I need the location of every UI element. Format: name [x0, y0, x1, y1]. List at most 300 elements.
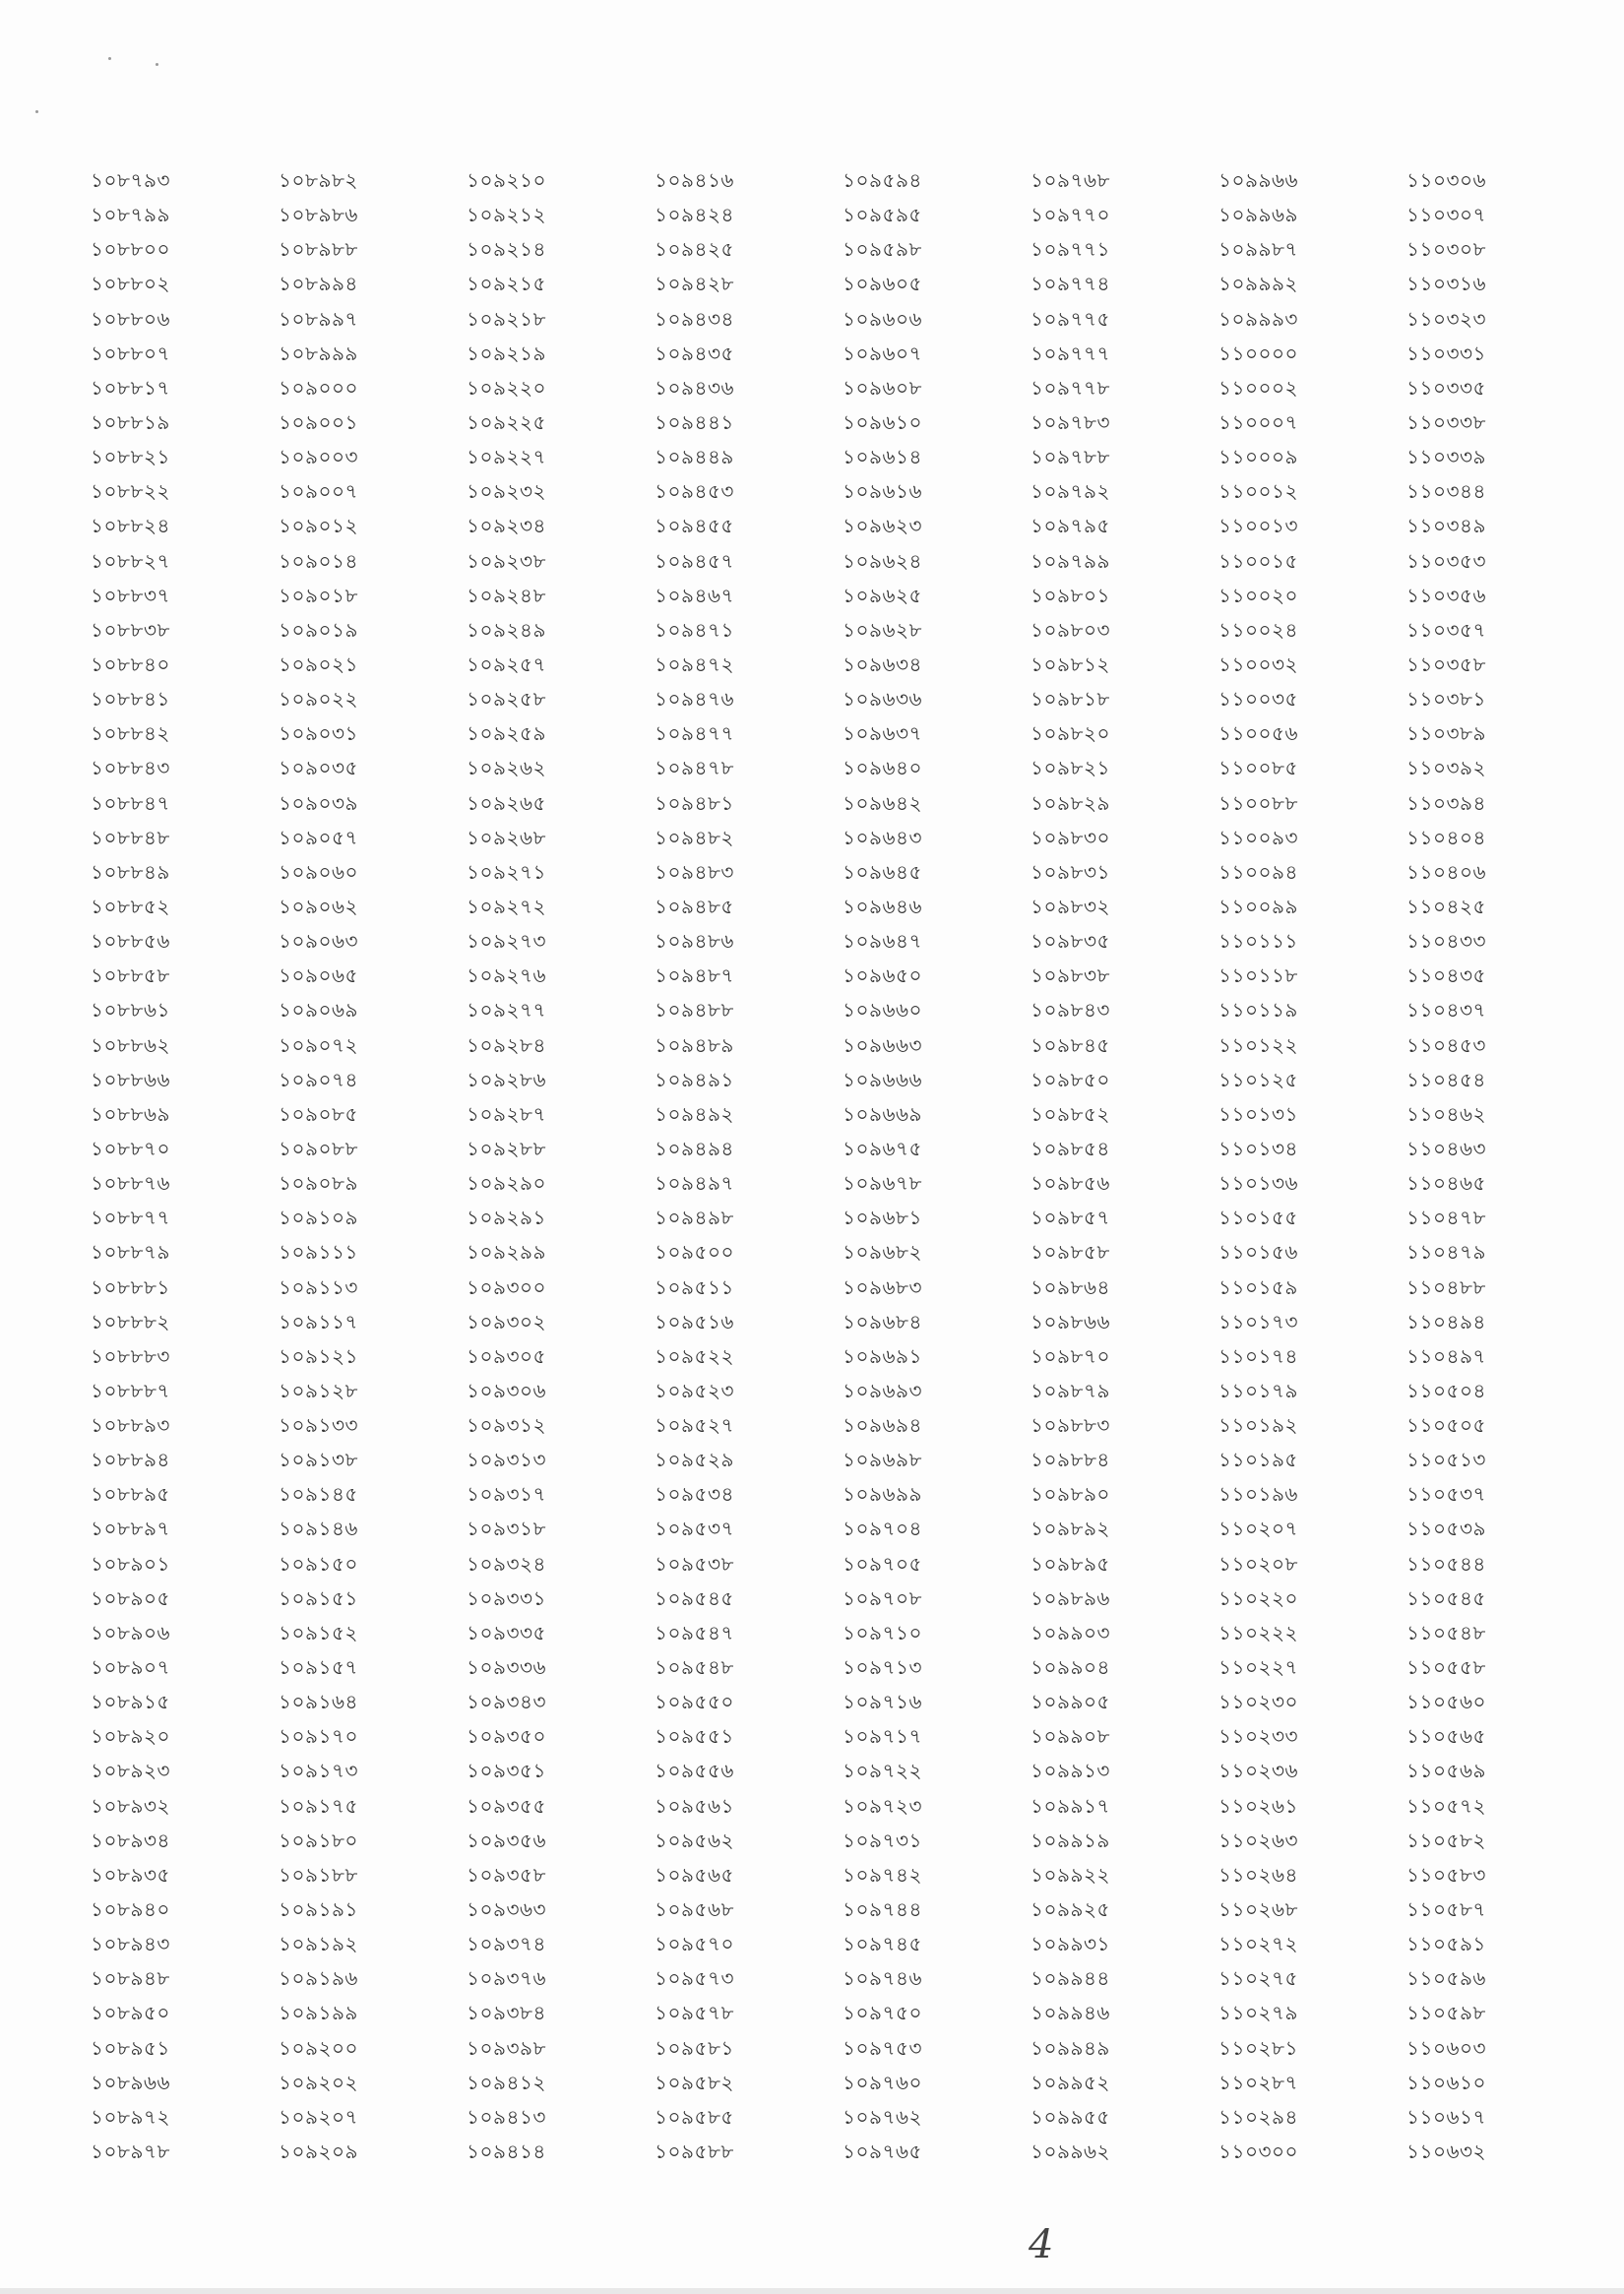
- roll-number: ১০৯৬৪২: [843, 790, 922, 815]
- roll-number: ১০৯৫৭৩: [655, 1966, 734, 1991]
- roll-number: ১১০০৩৫: [1218, 687, 1298, 712]
- roll-number: ১১০০৯৩: [1218, 825, 1298, 849]
- roll-number: ১০৯৪৯৪: [655, 1136, 734, 1160]
- roll-number: ১০৯৬৬৩: [843, 1032, 922, 1057]
- roll-number: ১১০১১১: [1218, 929, 1298, 954]
- roll-number: ১১০৪৬৩: [1406, 1136, 1486, 1160]
- roll-number: ১১০৩৩৯: [1406, 445, 1486, 469]
- roll-number: ১০৯৬০৬: [843, 306, 922, 331]
- roll-number: ১০৯৩৩১: [467, 1585, 546, 1610]
- roll-number: ১০৯০২১: [279, 651, 358, 676]
- roll-number: ১০৯০০৭: [279, 479, 358, 504]
- roll-number: ১১০২৮৭: [1218, 2070, 1298, 2094]
- number-column: [279, 163, 467, 2169]
- roll-number: ১০৯৮৮৪: [1031, 1448, 1110, 1472]
- roll-number: ১০৯৫২২: [655, 1343, 734, 1368]
- roll-number: ১০৯৭৬৫: [843, 2139, 922, 2164]
- roll-number: ১০৮৮১৯: [91, 409, 170, 434]
- roll-number: ১০৯৬৬৬: [843, 1067, 922, 1091]
- roll-number: ১০৮৮২৭: [91, 548, 170, 573]
- roll-number: ১০৮৮৯৭: [91, 1517, 170, 1541]
- roll-number: ১১০৪০৬: [1406, 859, 1486, 884]
- roll-number: ১০৯৪১৪: [467, 2139, 546, 2164]
- roll-number: ১০৯৪৩৪: [655, 306, 734, 331]
- roll-number: ১১০৫৪৮: [1406, 1620, 1486, 1644]
- roll-number: ১০৯৭৭০: [1031, 203, 1110, 227]
- roll-number: ১০৯৮৫০: [1031, 1067, 1110, 1091]
- roll-number: ১০৯৫৮১: [655, 2035, 734, 2060]
- roll-number: ১০৯৮৭৯: [1031, 1378, 1110, 1402]
- roll-number: ১১০২৩৩: [1218, 1724, 1298, 1749]
- roll-number: ১১০৫৫৮: [1406, 1655, 1486, 1680]
- roll-number: ১১০২৮১: [1218, 2035, 1298, 2060]
- roll-number: ১১০৩৫৩: [1406, 548, 1486, 573]
- roll-number: ১০৯০৬২: [279, 894, 358, 918]
- roll-number: ১১০২৬৮: [1218, 1897, 1298, 1922]
- roll-number: ১১০৩৮১: [1406, 687, 1486, 712]
- roll-number: ১১০৪৯৭: [1406, 1343, 1486, 1368]
- roll-number: ১০৮৯৪৩: [91, 1932, 170, 1956]
- roll-number: ১০৯৬৮১: [843, 1206, 922, 1230]
- roll-number: ১১০৫৭২: [1406, 1793, 1486, 1818]
- roll-number: ১০৯৫৩৮: [655, 1551, 734, 1576]
- roll-number: ১০৮৮০২: [91, 272, 170, 296]
- roll-number: ১০৯৯০৩: [1031, 1620, 1110, 1644]
- roll-number: ১০৯৭৬০: [843, 2070, 922, 2094]
- roll-number: ১০৯০৬০: [279, 859, 358, 884]
- roll-number: ১০৯৪৫৩: [655, 479, 734, 504]
- roll-number: ১১০৬১০: [1406, 2070, 1486, 2094]
- roll-number: ১০৯৭৪৪: [843, 1897, 922, 1922]
- roll-number: ১০৯৭৪৬: [843, 1966, 922, 1991]
- roll-number: ১০৯৪১৬: [655, 168, 734, 192]
- roll-number: ১১০৪০৪: [1406, 825, 1486, 849]
- number-column: [1218, 163, 1406, 2169]
- roll-number: ১০৯৩৯৮: [467, 2035, 546, 2060]
- roll-number: ১০৯২০৭: [279, 2104, 358, 2129]
- smudge-mark: [108, 57, 111, 60]
- roll-number: ১০৯২১০: [467, 168, 546, 192]
- roll-number: ১০৯৪৯১: [655, 1067, 734, 1091]
- roll-number: ১১০৫৩৭: [1406, 1482, 1486, 1507]
- scan-edge: [0, 2288, 1624, 2294]
- roll-number: ১০৯৪৪৯: [655, 445, 734, 469]
- roll-number: ১০৮৮৭৯: [91, 1240, 170, 1265]
- roll-number: ১০৯৫৩৭: [655, 1517, 734, 1541]
- roll-number: ১০৯০৩৯: [279, 790, 358, 815]
- roll-number: ১১০৩০৬: [1406, 168, 1486, 192]
- roll-number: ১১০০০৭: [1218, 409, 1298, 434]
- roll-number: ১১০৫৮২: [1406, 1828, 1486, 1852]
- roll-number: ১০৮৯০৬: [91, 1620, 170, 1644]
- roll-number: ১০৯৪৮৭: [655, 963, 734, 988]
- roll-number: ১০৯২৯০: [467, 1171, 546, 1196]
- roll-number: ১১০৩৯৪: [1406, 790, 1486, 815]
- roll-number: ১০৯৫৭৮: [655, 2001, 734, 2025]
- roll-number: ১১০০২৪: [1218, 617, 1298, 642]
- roll-number: ১১০৪৩৫: [1406, 963, 1486, 988]
- roll-number: ১০৮৯০৭: [91, 1655, 170, 1680]
- roll-number: ১০৮৮৭০: [91, 1136, 170, 1160]
- roll-number: ১০৯১৪৫: [279, 1482, 358, 1507]
- roll-number: ১০৯০০১: [279, 409, 358, 434]
- roll-number: ১০৯৬৯৪: [843, 1413, 922, 1438]
- roll-number: ১০৯২৫৯: [467, 721, 546, 746]
- roll-number: ১০৯৮৫৮: [1031, 1240, 1110, 1265]
- roll-number: ১০৯৯১৯: [1031, 1828, 1110, 1852]
- roll-number: ১০৯৩৬৩: [467, 1897, 546, 1922]
- roll-number: ১০৯৩০২: [467, 1309, 546, 1333]
- roll-number: ১০৯৫২৯: [655, 1448, 734, 1472]
- roll-number: ১০৯৫৩৪: [655, 1482, 734, 1507]
- roll-number: ১০৯২১২: [467, 203, 546, 227]
- roll-number: ১০৯৪৯২: [655, 1101, 734, 1126]
- roll-number: ১১০৩০০: [1218, 2139, 1298, 2164]
- roll-number: ১০৯৬২৫: [843, 583, 922, 607]
- roll-number: ১০৯৬৯৮: [843, 1448, 922, 1472]
- roll-number: ১০৯৬৭৫: [843, 1136, 922, 1160]
- roll-number: ১১০০৮৫: [1218, 756, 1298, 780]
- roll-number: ১০৯৮২৯: [1031, 790, 1110, 815]
- roll-number: ১০৯৭০৮: [843, 1585, 922, 1610]
- number-column: [1406, 163, 1594, 2169]
- roll-number: ১০৯৩০৬: [467, 1378, 546, 1402]
- roll-number: ১১০৩৯২: [1406, 756, 1486, 780]
- roll-number: ১০৯১১১: [279, 1240, 358, 1265]
- roll-number: ১০৮৮৯৩: [91, 1413, 170, 1438]
- roll-number: ১০৯০১২: [279, 514, 358, 538]
- roll-number: ১০৮৯৩২: [91, 1793, 170, 1818]
- roll-number: ১০৮৮৪১: [91, 687, 170, 712]
- roll-number: ১০৯৩০৫: [467, 1343, 546, 1368]
- roll-number: ১০৮৮৬২: [91, 1032, 170, 1057]
- roll-number: ১০৯৪৯৮: [655, 1206, 734, 1230]
- roll-number: ১০৯৯১৩: [1031, 1759, 1110, 1783]
- roll-number: ১০৯৯৬৬: [1218, 168, 1298, 192]
- roll-number: ১০৮৯৫১: [91, 2035, 170, 2060]
- roll-number: ১০৯৬৪৬: [843, 894, 922, 918]
- roll-number: ১০৯১৬৪: [279, 1690, 358, 1714]
- smudge-mark: [156, 63, 158, 66]
- roll-number: ১০৮৮৪৩: [91, 756, 170, 780]
- roll-number: ১০৯১৯৯: [279, 2001, 358, 2025]
- roll-number: ১০৯০০৩: [279, 445, 358, 469]
- roll-number: ১০৯০৭২: [279, 1032, 358, 1057]
- roll-number: ১১০৫৪৫: [1406, 1585, 1486, 1610]
- roll-number: ১১০২৬৩: [1218, 1828, 1298, 1852]
- roll-number: ১১০৪২৫: [1406, 894, 1486, 918]
- roll-number: ১১০৫৩৯: [1406, 1517, 1486, 1541]
- roll-number: ১০৯৫৯৮: [843, 237, 922, 262]
- roll-number: ১০৯৫৮২: [655, 2070, 734, 2094]
- roll-number: ১১০০১২: [1218, 479, 1298, 504]
- roll-number: ১০৯৪৮২: [655, 825, 734, 849]
- roll-number: ১০৯৮৭০: [1031, 1343, 1110, 1368]
- roll-number: ১০৯৫৬৮: [655, 1897, 734, 1922]
- roll-number: ১০৯২৭৬: [467, 963, 546, 988]
- roll-number: ১১০৩৫৭: [1406, 617, 1486, 642]
- roll-number: ১১০৪৩৩: [1406, 929, 1486, 954]
- roll-number: ১০৮৮৫২: [91, 894, 170, 918]
- roll-number: ১১০৪৭৯: [1406, 1240, 1486, 1265]
- roll-number: ১০৯৫৪৮: [655, 1655, 734, 1680]
- roll-number: ১০৮৮২১: [91, 445, 170, 469]
- roll-number: ১১০৫৬০: [1406, 1690, 1486, 1714]
- roll-number: ১০৮৮৬৯: [91, 1101, 170, 1126]
- roll-number: ১০৯৭৬৮: [1031, 168, 1110, 192]
- roll-number: ১০৯৮৫২: [1031, 1101, 1110, 1126]
- roll-number: ১০৯২৭৭: [467, 998, 546, 1023]
- roll-number: ১০৯৪১২: [467, 2070, 546, 2094]
- roll-number: ১০৮৯৪০: [91, 1897, 170, 1922]
- roll-number: ১১০০৯৪: [1218, 859, 1298, 884]
- roll-number: ১০৯৯৩১: [1031, 1932, 1110, 1956]
- roll-number: ১০৯৪৭৮: [655, 756, 734, 780]
- roll-number: ১০৯৫৮৮: [655, 2139, 734, 2164]
- roll-number: ১০৯০০০: [279, 375, 358, 400]
- roll-number: ১০৯৬৩৪: [843, 651, 922, 676]
- roll-number: ১০৯৮১২: [1031, 651, 1110, 676]
- roll-number: ১১০২৭৯: [1218, 2001, 1298, 2025]
- roll-number: ১০৯৪২৪: [655, 203, 734, 227]
- roll-number: ১০৯৩৭৪: [467, 1932, 546, 1956]
- roll-number: ১১০৫৯১: [1406, 1932, 1486, 1956]
- roll-number: ১১০৬০৩: [1406, 2035, 1486, 2060]
- roll-number: ১০৯১৭০: [279, 1724, 358, 1749]
- roll-number: ১০৮৮৪৭: [91, 790, 170, 815]
- roll-number: ১০৯৭২২: [843, 1759, 922, 1783]
- roll-number: ১০৯৮২১: [1031, 756, 1110, 780]
- roll-number: ১০৯৬২৩: [843, 514, 922, 538]
- roll-number: ১০৯১৯১: [279, 1897, 358, 1922]
- roll-number: ১১০৬১৭: [1406, 2104, 1486, 2129]
- roll-number: ১১০২৭৫: [1218, 1966, 1298, 1991]
- roll-number: ১১০০৩২: [1218, 651, 1298, 676]
- roll-number: ১০৮৮২২: [91, 479, 170, 504]
- roll-number: ১১০২৯৪: [1218, 2104, 1298, 2129]
- roll-number: ১১০২২০: [1218, 1585, 1298, 1610]
- roll-number: ১০৯৩০০: [467, 1274, 546, 1299]
- roll-number: ১০৯৯৬২: [1031, 2139, 1110, 2164]
- roll-number: ১০৯২৩২: [467, 479, 546, 504]
- roll-number: ১০৯৭৯৯: [1031, 548, 1110, 573]
- roll-number: ১০৯০৭৪: [279, 1067, 358, 1091]
- roll-number: ১০৯৪৫৫: [655, 514, 734, 538]
- roll-number: ১০৯১৮৮: [279, 1862, 358, 1887]
- roll-number: ১০৯৩১৮: [467, 1517, 546, 1541]
- roll-number: ১০৯৯৯৩: [1218, 306, 1298, 331]
- roll-number: ১০৯৮০১: [1031, 583, 1110, 607]
- roll-number: ১০৯০৫৭: [279, 825, 358, 849]
- roll-number: ১০৯১৯৬: [279, 1966, 358, 1991]
- roll-number: ১০৯৭১৩: [843, 1655, 922, 1680]
- roll-number: ১১০৫৮৭: [1406, 1897, 1486, 1922]
- roll-number: ১০৯৪২৮: [655, 272, 734, 296]
- roll-number: ১০৯৮৬৬: [1031, 1309, 1110, 1333]
- roll-number: ১০৮৮৯৫: [91, 1482, 170, 1507]
- roll-number: ১০৯৭০৫: [843, 1551, 922, 1576]
- roll-number: ১০৯৯৪৯: [1031, 2035, 1110, 2060]
- roll-number: ১০৯০৩৫: [279, 756, 358, 780]
- roll-number: ১০৯৩৫৫: [467, 1793, 546, 1818]
- roll-number: ১০৯২৮৪: [467, 1032, 546, 1057]
- roll-number: ১০৯৬৬০: [843, 998, 922, 1023]
- roll-number: ১১০১২২: [1218, 1032, 1298, 1057]
- roll-number: ১১০২৬৪: [1218, 1862, 1298, 1887]
- roll-number: ১০৮৯৯৪: [279, 272, 358, 296]
- roll-number: ১০৯৮৪৫: [1031, 1032, 1110, 1057]
- roll-number: ১১০০০৯: [1218, 445, 1298, 469]
- roll-number: ১০৯২৮৮: [467, 1136, 546, 1160]
- roll-number: ১০৯৪৮১: [655, 790, 734, 815]
- roll-number: ১০৯৩৫১: [467, 1759, 546, 1783]
- roll-number: ১০৯৫৪৭: [655, 1620, 734, 1644]
- roll-number: ১০৮৮২৪: [91, 514, 170, 538]
- roll-number: ১১০৪৬৫: [1406, 1171, 1486, 1196]
- roll-number: ১০৯২৪৯: [467, 617, 546, 642]
- roll-number: ১০৯৪৮৬: [655, 929, 734, 954]
- roll-number: ১০৯০১৪: [279, 548, 358, 573]
- roll-number: ১০৯৬১৬: [843, 479, 922, 504]
- roll-number: ১০৮৮০৬: [91, 306, 170, 331]
- roll-number: ১১০২৩০: [1218, 1690, 1298, 1714]
- roll-number: ১১০২০৭: [1218, 1517, 1298, 1541]
- roll-number: ১০৯২৫৭: [467, 651, 546, 676]
- roll-number: ১০৯৭৭৭: [1031, 341, 1110, 365]
- roll-number: ১০৯৫১১: [655, 1274, 734, 1299]
- roll-number: ১০৯৬০৮: [843, 375, 922, 400]
- roll-number: ১০৮৮৪২: [91, 721, 170, 746]
- roll-number: ১০৯১৭৩: [279, 1759, 358, 1783]
- roll-number: ১১০০০০: [1218, 341, 1298, 365]
- roll-number: ১০৯৯০৮: [1031, 1724, 1110, 1749]
- roll-number: ১১০৪৫৩: [1406, 1032, 1486, 1057]
- roll-number: ১০৯৮৯৫: [1031, 1551, 1110, 1576]
- roll-number: ১১০৩০৭: [1406, 203, 1486, 227]
- roll-number: ১০৯২৬৮: [467, 825, 546, 849]
- roll-number: ১১০০৫৬: [1218, 721, 1298, 746]
- roll-number: ১০৯১৫০: [279, 1551, 358, 1576]
- roll-number: ১০৯৫৬৫: [655, 1862, 734, 1887]
- roll-number: ১১০২৭২: [1218, 1932, 1298, 1956]
- roll-number: ১০৮৮৬১: [91, 998, 170, 1023]
- roll-number: ১০৮৯৮৬: [279, 203, 358, 227]
- roll-number: ১১০৪৩৭: [1406, 998, 1486, 1023]
- roll-number: ১১০৩৪৯: [1406, 514, 1486, 538]
- roll-number: ১০৯৪৭৬: [655, 687, 734, 712]
- number-column: [467, 163, 655, 2169]
- roll-number: ১০৯২৪৮: [467, 583, 546, 607]
- roll-number: ১০৮৯১৫: [91, 1690, 170, 1714]
- roll-number: ১০৮৮৮৭: [91, 1378, 170, 1402]
- roll-number: ১০৯১১৭: [279, 1309, 358, 1333]
- roll-number: ১১০৫৮৩: [1406, 1862, 1486, 1887]
- roll-number: ১০৮৯২৩: [91, 1759, 170, 1783]
- roll-number: ১১০১৭৯: [1218, 1378, 1298, 1402]
- roll-number: ১০৯৩৪৩: [467, 1690, 546, 1714]
- roll-number: ১০৯৮১৮: [1031, 687, 1110, 712]
- roll-number: ১০৯৪৭১: [655, 617, 734, 642]
- roll-number: ১১০২৬১: [1218, 1793, 1298, 1818]
- roll-number: ১১০০৯৯: [1218, 894, 1298, 918]
- roll-number: ১০৯৬৪৩: [843, 825, 922, 849]
- roll-number: ১০৯৯৪৬: [1031, 2001, 1110, 2025]
- roll-number: ১০৯৬৭৮: [843, 1171, 922, 1196]
- roll-number: ১০৮৮৭৭: [91, 1206, 170, 1230]
- roll-number: ১০৯৩৩৬: [467, 1655, 546, 1680]
- roll-number: ১০৯০২২: [279, 687, 358, 712]
- roll-number: ১০৮৮১৭: [91, 375, 170, 400]
- roll-number: ১০৮৯০১: [91, 1551, 170, 1576]
- roll-number: ১০৯১৫৭: [279, 1655, 358, 1680]
- number-column: [91, 163, 279, 2169]
- roll-number: ১০৯৬১৪: [843, 445, 922, 469]
- roll-number: ১১০৩০৮: [1406, 237, 1486, 262]
- roll-number: ১০৯১৫১: [279, 1585, 358, 1610]
- roll-number: ১০৯৭৮৩: [1031, 409, 1110, 434]
- roll-number: ১১০১১৯: [1218, 998, 1298, 1023]
- roll-number: ১০৯৪৮৯: [655, 1032, 734, 1057]
- number-column: [655, 163, 843, 2169]
- roll-number: ১০৯৯০৫: [1031, 1690, 1110, 1714]
- roll-number: ১০৯১২১: [279, 1343, 358, 1368]
- roll-number: ১০৮৮৫৬: [91, 929, 170, 954]
- roll-number: ১১০৩৩১: [1406, 341, 1486, 365]
- roll-number: ১০৯০১৮: [279, 583, 358, 607]
- roll-number: ১০৮৮৪৮: [91, 825, 170, 849]
- roll-number: ১০৮৯৮৮: [279, 237, 358, 262]
- roll-number: ১০৯৬৯১: [843, 1343, 922, 1368]
- roll-number: ১০৯৪৭৭: [655, 721, 734, 746]
- roll-number: ১১০০১৫: [1218, 548, 1298, 573]
- roll-number: ১০৯৭২৩: [843, 1793, 922, 1818]
- roll-number: ১০৯৭৮৮: [1031, 445, 1110, 469]
- roll-number: ১০৯৪৩৬: [655, 375, 734, 400]
- roll-number: ১০৯৪৮৮: [655, 998, 734, 1023]
- roll-number: ১০৯৫৫০: [655, 1690, 734, 1714]
- roll-number: ১০৯৮৩৫: [1031, 929, 1110, 954]
- roll-number: ১০৯২১৮: [467, 306, 546, 331]
- roll-number: ১০৯৬৮৪: [843, 1309, 922, 1333]
- roll-number: ১০৯১৭৫: [279, 1793, 358, 1818]
- roll-number: ১০৯৬৩৬: [843, 687, 922, 712]
- roll-number: ১১০৫৬৯: [1406, 1759, 1486, 1783]
- roll-number: ১০৯১০৯: [279, 1206, 358, 1230]
- roll-number: ১১০৪৬২: [1406, 1101, 1486, 1126]
- roll-number: ১০৯৩৩৫: [467, 1620, 546, 1644]
- roll-number: ১০৯০১৯: [279, 617, 358, 642]
- roll-number: ১০৯৩৫৬: [467, 1828, 546, 1852]
- roll-number: ১০৯৯০৪: [1031, 1655, 1110, 1680]
- roll-number: ১০৯৫০০: [655, 1240, 734, 1265]
- roll-number: ১১০১৫৬: [1218, 1240, 1298, 1265]
- roll-number: ১০৯৪৭২: [655, 651, 734, 676]
- roll-number: ১১০৫০৪: [1406, 1378, 1486, 1402]
- roll-number: ১০৯৭৭৫: [1031, 306, 1110, 331]
- roll-number: ১০৯৯৮৭: [1218, 237, 1298, 262]
- roll-number: ১০৯৮৩০: [1031, 825, 1110, 849]
- roll-number: ১০৯৯২২: [1031, 1862, 1110, 1887]
- roll-number: ১০৯২৮৬: [467, 1067, 546, 1091]
- roll-number: ১০৯৮৪৩: [1031, 998, 1110, 1023]
- roll-number: ১০৯৪৮৫: [655, 894, 734, 918]
- roll-number: ১০৯২৬২: [467, 756, 546, 780]
- roll-number: ১০৯২৭৩: [467, 929, 546, 954]
- roll-number: ১১০১৭৩: [1218, 1309, 1298, 1333]
- roll-number: ১০৮৮০০: [91, 237, 170, 262]
- roll-number: ১০৮৮০৭: [91, 341, 170, 365]
- roll-number: ১০৯৭১০: [843, 1620, 922, 1644]
